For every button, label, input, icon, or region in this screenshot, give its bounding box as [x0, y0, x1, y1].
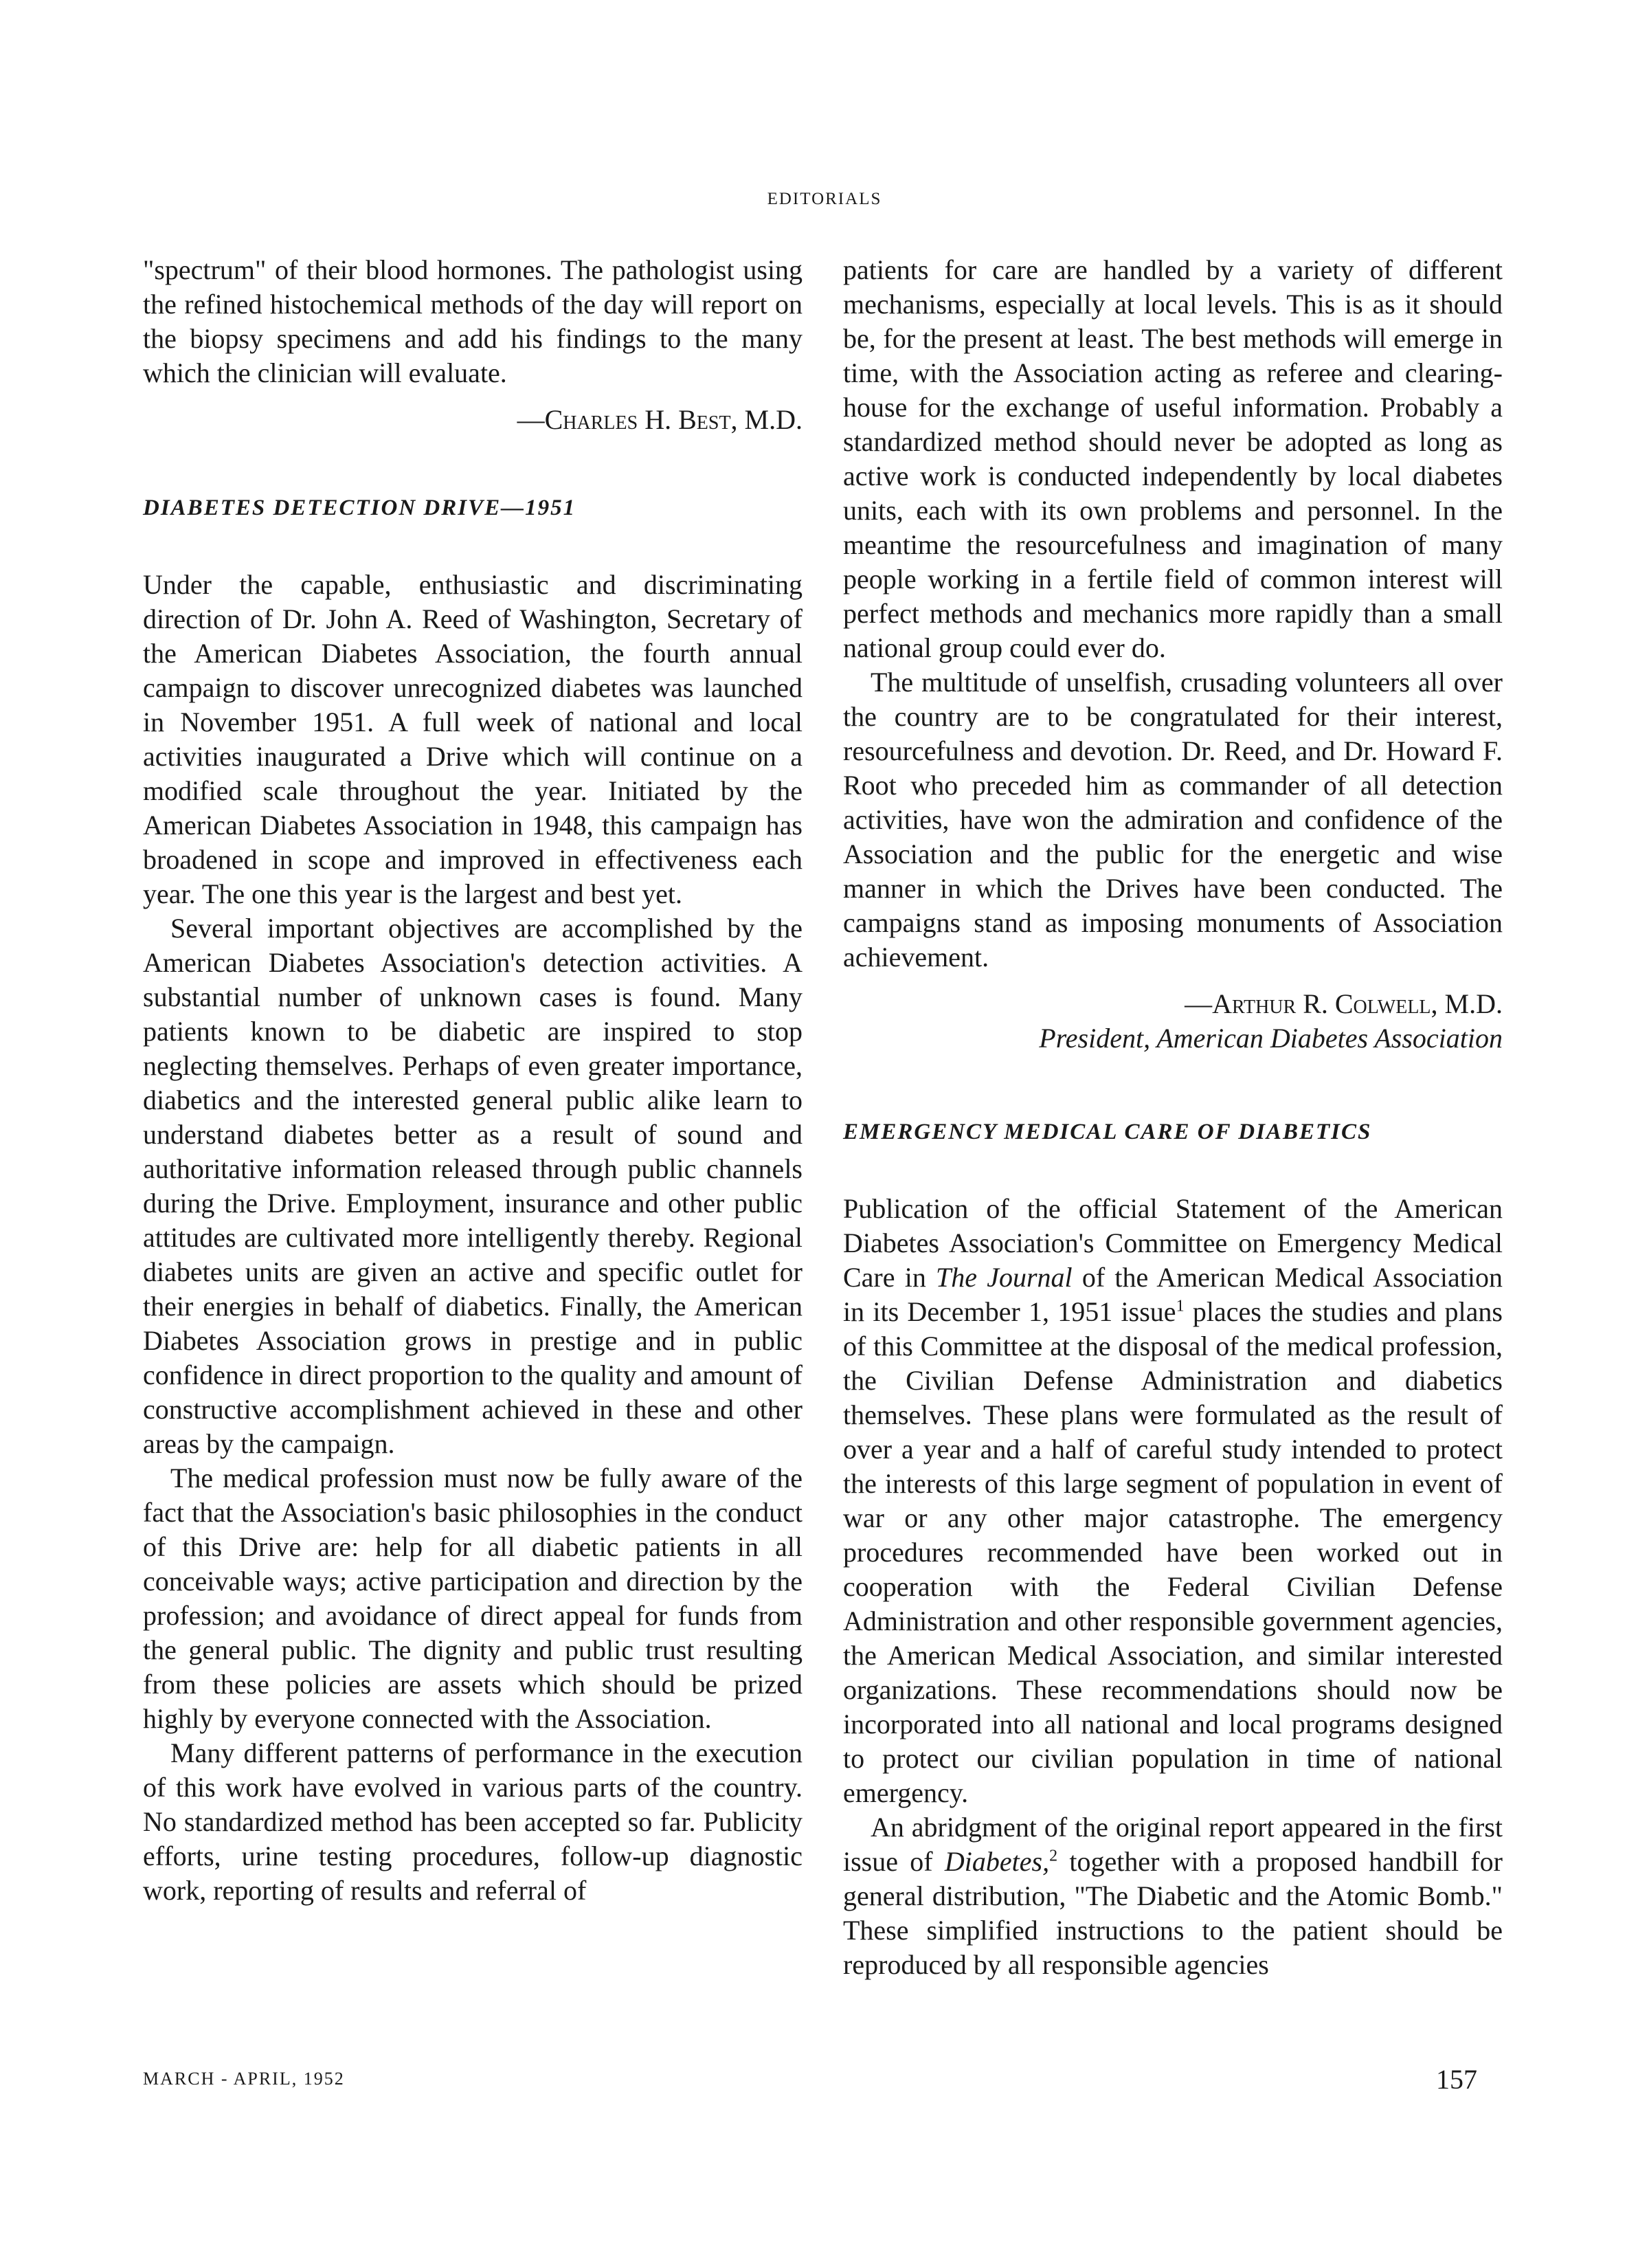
paragraph: The medical profession must now be fully aware of the fact that the Association's basic philosophies in the conduct of this Drive are: help for all diabetic patients in all conceivable ways; active participation and direction by the profession; and avoidance of direct appeal for funds from the general public. The dignity and public trust resulting from these policies are assets which should be prized highly by everyone connected with the Association.: [143, 1463, 803, 1734]
right-column: [843, 253, 1503, 1982]
text-segment: of the American Medical Association in its December 1, 1951 issue: [843, 1262, 1503, 1327]
heading-detection-drive: DIABETES DETECTION DRIVE—1951: [143, 496, 576, 520]
continued-paragraph: patients for care are handled by a variety of different mechanisms, especially at local levels. This is as it should be, for the present at least. The best methods will emerge in time, with the Association acting as referee and clearing-house for the exchange of useful information. Probably a standardized method should never be adopted as long as active work is conducted independently by local diabetes units, each with its own problems and personnel. In the meantime the resourcefulness and imagination of many people working in a fertile field of common interest will perfect methods and mechanics more rapidly than a small national group could ever do.: [843, 254, 1503, 663]
footnote-ref: 2: [1049, 1847, 1058, 1865]
left-column: [143, 253, 803, 1908]
paragraph: The multitude of unselfish, crusading volunteers all over the country are to be congratulated for their interest, resourcefulness and devotion. Dr. Reed, and Dr. Howard F. Root who preceded him as commander of all detection activities, have won the admiration and confidence of the Association and the public for the energetic and wise manner in which the Drives have been conducted. The campaigns stand as imposing monuments of Association achievement.: [843, 667, 1503, 972]
journal-title: The Journal: [936, 1262, 1073, 1293]
signature-best: —Charles H. Best, M.D.: [517, 404, 803, 435]
page-number: 157: [1436, 2064, 1477, 2095]
footer-issue: MARCH - APRIL, 1952: [143, 2069, 345, 2089]
text-segment: places the studies and plans of this Committee at the disposal of the medical profession, the Civilian Defense Administration and diabetics themselves. These plans were formulated as the result of over a year and a half of careful study intended to protect the interests of this large segment of population in event of war or any other major catastrophe. The emergency procedures recommended have been worked out in cooperation with the Federal Civilian Defense Administration and other responsible government agencies, the American Medical Association, and similar interested organizations. These recommendations should now be incorporated into all national and local programs designed to protect our civilian population in time of national emergency.: [843, 1296, 1503, 1808]
paragraph: Under the capable, enthusiastic and discriminating direction of Dr. John A. Reed of Washington, Secretary of the American Diabetes Association, the fourth annual campaign to discover unrecognized diabetes was launched in November 1951. A full week of national and local activities inaugurated a Drive which will continue on a modified scale throughout the year. Initiated by the American Diabetes Association in 1948, this campaign has broadened in scope and improved in effectiveness each year. The one this year is the largest and best yet.: [143, 569, 803, 909]
text-segment: An abridgment of the original report appeared in the first issue of: [843, 1812, 1503, 1877]
signature-colwell: —Arthur R. Colwell, M.D.: [1185, 988, 1503, 1019]
paragraph: Several important objectives are accomplished by the American Diabetes Association's detection activities. A substantial number of unknown cases is found. Many patients known to be diabetic are inspired to stop neglecting themselves. Perhaps of even greater importance, diabetics and the interested general public alike learn to understand diabetes better as a result of sound and authoritative information released through public channels during the Drive. Employment, insurance and other public attitudes are cultivated more intelligently thereby. Regional diabetes units are given an active and specific outlet for their energies in behalf of diabetics. Finally, the American Diabetes Association grows in prestige and in public confidence in direct proportion to the quality and amount of constructive accomplishment achieved in these and other areas by the campaign.: [143, 913, 803, 1459]
signature-title: President, American Diabetes Association: [1039, 1023, 1503, 1054]
continued-paragraph: "spectrum" of their blood hormones. The pathologist using the refined histochemical methods of the day will report on the biopsy specimens and add his findings to the many which the clinician will evaluate.: [143, 254, 803, 388]
journal-title: Diabetes,: [944, 1846, 1050, 1877]
running-head: EDITORIALS: [767, 190, 882, 208]
heading-emergency-care: EMERGENCY MEDICAL CARE OF DIABETICS: [843, 1120, 1372, 1144]
text-segment: together with a proposed handbill for general distribution, "The Diabetic and the Atomic Bomb." These simplified instructions to the patient should be reproduced by all responsible agencies: [843, 1846, 1503, 1980]
text-segment: Publication of the official Statement of the American Diabetes Association's Committee on Emergency Medical Care in: [843, 1193, 1503, 1293]
paragraph: Many different patterns of performance in the execution of this work have evolved in various parts of the country. No standardized method has been accepted so far. Publicity efforts, urine testing procedures, follow-up diagnostic work, reporting of results and referral of: [143, 1737, 803, 1906]
footnote-ref: 1: [1176, 1297, 1185, 1315]
paragraph-abridgment: [843, 1810, 1503, 1982]
paragraph-emergency: [843, 1192, 1503, 1810]
